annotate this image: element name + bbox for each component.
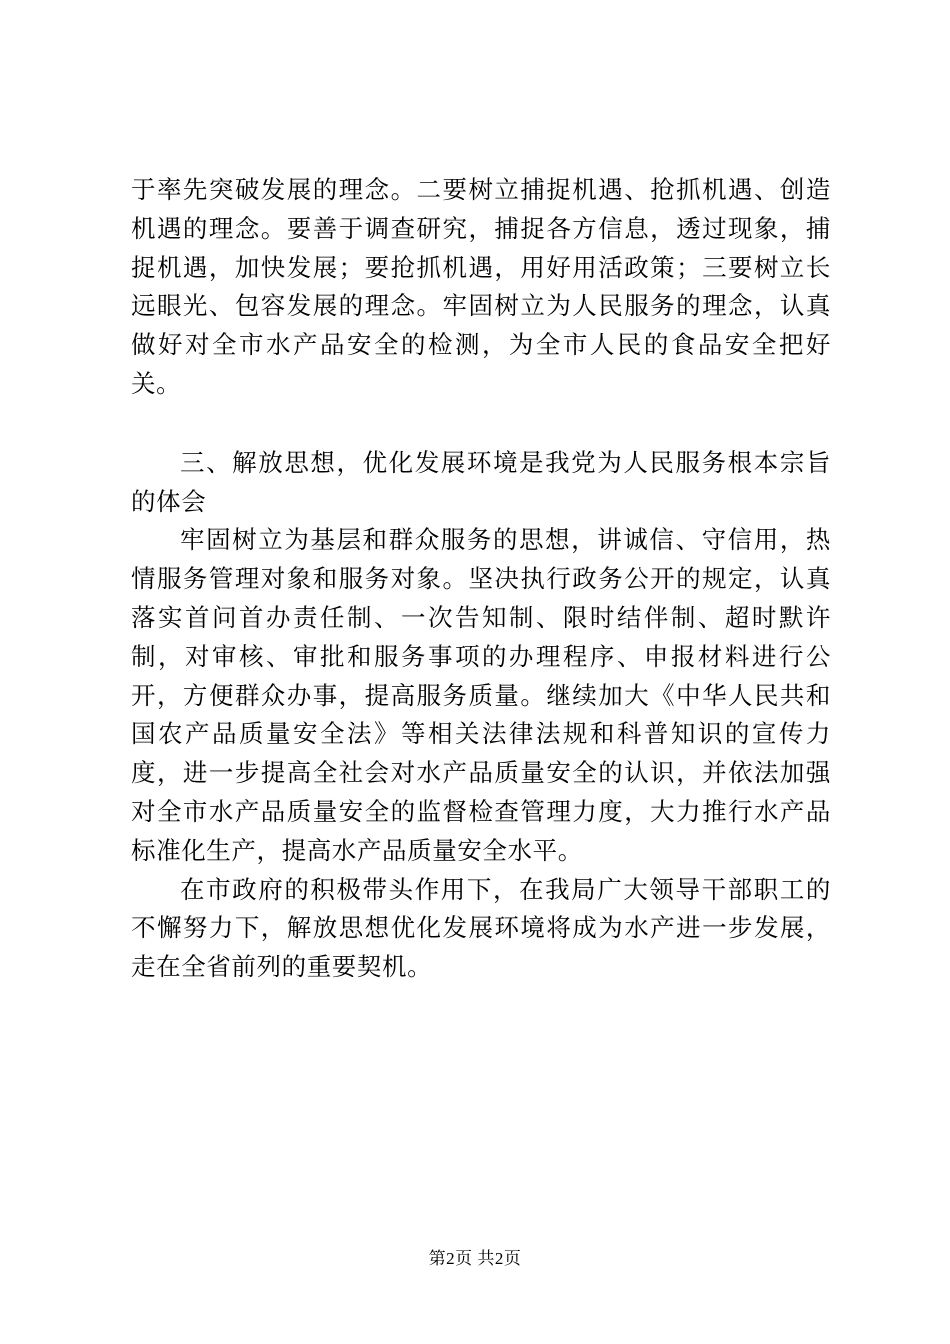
paragraph-service: 牢固树立为基层和群众服务的思想，讲诚信、守信用，热情服务管理对象和服务对象。坚决执行政务公开的规定，认真落实首问首办责任制、一次告知制、限时结伴制、超时默许制，对审核、审批和服务事项的办理程序、申报材料进行公开，方便群众办事，提高服务质量。继续加大《中华人民共和国农产品质量安全法》等相关法律法规和科普知识的宣传力度，进一步提高全社会对水产品质量安全的认识，并依法加强对全市水产品质量安全的监督检查管理力度，大力推行水产品标准化生产，提高水产品质量安全水平。 — [131, 525, 831, 865]
paragraph-conclusion: 在市政府的积极带头作用下，在我局广大领导干部职工的不懈努力下，解放思想优化发展环境将成为水产进一步发展，走在全省前列的重要契机。 — [131, 874, 831, 982]
section-heading: 三、解放思想，优化发展环境是我党为人民服务根本宗旨的体会 — [131, 447, 831, 516]
paragraph-spacer — [131, 404, 831, 444]
page-number-footer: 第2页 共2页 — [428, 1249, 522, 1268]
paragraph-continuation: 于率先突破发展的理念。二要树立捕捉机遇、抢抓机遇、创造机遇的理念。要善于调查研究，捕捉各方信息，透过现象，捕捉机遇，加快发展；要抢抓机遇，用好用活政策；三要树立长远眼光、包容发展的理念。牢固树立为人民服务的理念，认真做好对全市水产品安全的检测，为全市人民的食品安全把好关。 — [131, 175, 831, 398]
document-body — [131, 171, 831, 987]
